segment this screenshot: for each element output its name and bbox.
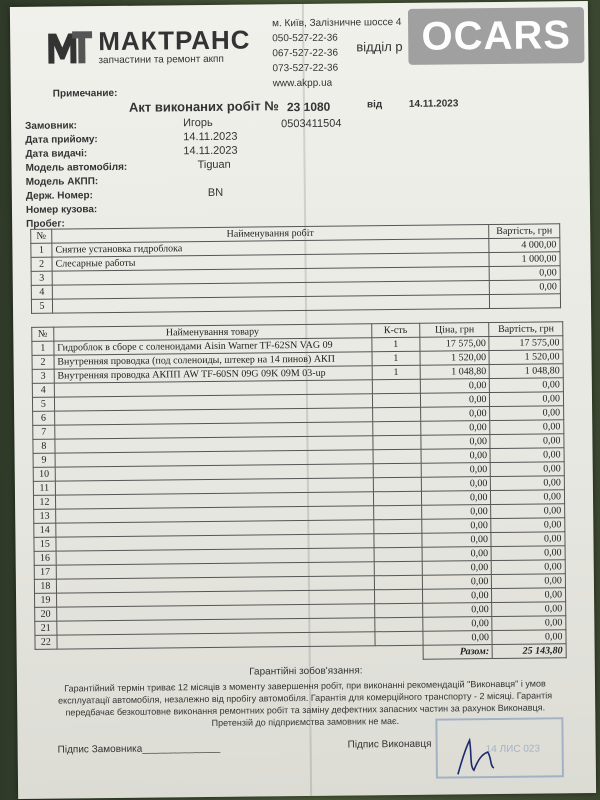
goods-row-name: Гидроблок в сборе с соленоидами Aisin Warner TF-62SN VAG 09 <box>54 338 372 355</box>
plate-number: BN <box>207 186 224 199</box>
document-page <box>10 1 596 799</box>
goods-row-price: 0,00 <box>421 407 490 422</box>
goods-row-total: 0,00 <box>491 476 565 491</box>
company-name: МАКТРАНС <box>98 24 251 57</box>
goods-row-price: 0,00 <box>423 589 492 604</box>
goods-row-qty <box>374 561 423 576</box>
goods-row-qty <box>372 379 421 394</box>
goods-row-num: 8 <box>33 439 55 453</box>
goods-row-qty <box>374 617 423 632</box>
goods-row-total: 17 575,00 <box>489 336 563 351</box>
issue-date-label: Дата видачі: <box>25 148 88 160</box>
goods-row-qty <box>372 421 421 436</box>
received-date-label: Дата прийому: <box>25 134 98 146</box>
works-row-price: 1 000,00 <box>489 252 560 267</box>
goods-row-qty <box>374 547 423 562</box>
warranty-title: Гарантійні зобов'язання: <box>249 665 363 678</box>
goods-row-num: 3 <box>32 369 54 383</box>
goods-row-price: 0,00 <box>423 603 492 618</box>
goods-row-price: 0,00 <box>421 449 490 464</box>
goods-row-total: 0,00 <box>490 392 564 407</box>
works-header-price: Вартість, грн <box>489 224 560 239</box>
goods-row-qty <box>374 631 423 646</box>
goods-table <box>31 321 566 664</box>
goods-row-price: 0,00 <box>423 617 492 632</box>
goods-row-total: 1 048,80 <box>490 364 564 379</box>
goods-row-num: 17 <box>34 565 56 579</box>
goods-row-total: 0,00 <box>490 434 564 449</box>
car-model-label: Модель автомобіля: <box>25 161 128 174</box>
goods-row-num: 13 <box>34 509 56 523</box>
goods-row-qty <box>372 407 421 422</box>
works-row-num: 1 <box>31 243 52 257</box>
goods-row-total: 0,00 <box>491 532 565 547</box>
goods-row-num: 9 <box>33 453 55 467</box>
goods-row-qty <box>373 491 422 506</box>
works-row-name: Слесарные работы <box>52 253 489 272</box>
goods-row-num: 10 <box>33 467 55 481</box>
goods-row-price: 0,00 <box>422 575 491 590</box>
goods-row-num: 21 <box>35 621 57 635</box>
goods-row-total: 1 520,00 <box>489 350 563 365</box>
goods-row-num: 18 <box>34 579 56 593</box>
goods-row-num: 5 <box>32 397 54 411</box>
works-header-name: Найменування робіт <box>52 225 489 244</box>
goods-row-price: 0,00 <box>421 463 490 478</box>
goods-row-price: 0,00 <box>421 421 490 436</box>
stamp-date: 14 ЛИС 023 <box>485 743 541 756</box>
mileage-label: Пробег: <box>26 218 65 230</box>
goods-row-price: 0,00 <box>422 491 491 506</box>
goods-row-qty <box>373 533 422 548</box>
customer-signature-label: Підпис Замовника <box>57 743 143 756</box>
logo-mark-icon <box>46 27 92 65</box>
issue-date: 14.11.2023 <box>183 144 238 158</box>
note-label: Примечание: <box>52 87 118 100</box>
goods-row-num: 19 <box>35 593 57 607</box>
goods-row-num: 1 <box>32 341 54 355</box>
goods-row-qty <box>373 449 422 464</box>
goods-row-num: 14 <box>34 523 56 537</box>
customer-signature: Підпис Замовника______________ <box>57 742 221 756</box>
goods-row-price: 0,00 <box>423 631 492 646</box>
address: м. Київ, Залізничне шоссе 4 <box>272 16 402 30</box>
works-row-price: 4 000,00 <box>489 238 560 253</box>
goods-header-total: Вартість, грн <box>489 322 563 337</box>
goods-row-price: 0,00 <box>421 477 490 492</box>
document-title: Акт виконаних робіт № <box>128 98 279 115</box>
goods-row-num: 4 <box>32 383 54 397</box>
company-subtitle: запчастини та ремонт акпп <box>98 53 224 67</box>
company-logo <box>46 25 251 67</box>
goods-row-qty <box>374 603 423 618</box>
goods-row-price: 0,00 <box>422 547 491 562</box>
works-row-price: 0,00 <box>489 266 560 281</box>
goods-row-num: 22 <box>35 635 57 649</box>
goods-row-qty: 1 <box>371 351 420 366</box>
car-model: Tiguan <box>197 158 231 172</box>
goods-row-num: 20 <box>35 607 57 621</box>
executor-signature-label: Підпис Виконавця <box>347 738 432 751</box>
goods-row-price: 0,00 <box>420 379 489 394</box>
goods-row-total: 0,00 <box>490 378 564 393</box>
goods-row-price: 0,00 <box>422 533 491 548</box>
works-row-price <box>489 294 560 309</box>
works-table <box>30 223 561 314</box>
goods-row-total: 0,00 <box>490 420 564 435</box>
goods-row-qty <box>373 519 422 534</box>
goods-row-total: 0,00 <box>491 448 565 463</box>
goods-header-name: Найменування товару <box>53 324 371 341</box>
goods-row-price: 0,00 <box>422 561 491 576</box>
goods-row-total: 0,00 <box>492 546 566 561</box>
goods-row-qty: 1 <box>371 337 420 352</box>
works-row-price: 0,00 <box>489 280 560 295</box>
goods-row-qty <box>372 435 421 450</box>
works-header-num: № <box>31 229 52 243</box>
warranty-text: Гарантійний термін триває 12 місяців з моменту завершення робіт, при виконанні рекомендацій "Виконавця" і умов експлуатації автомобіля, незалежно від пробігу автомобіля. Гарантія для комерційного транспорту - 2 місяці. Гарантія передбачає безкоштовне виконання ремонтних робіт та заміну дефектних запасних частин за рахунок Виконавця. Претензій до підприємства замовник не має. <box>58 678 553 728</box>
goods-row-price: 0,00 <box>422 519 491 534</box>
phone-1: 050-527-22-36 <box>272 32 338 45</box>
goods-row-qty: 1 <box>372 365 421 380</box>
works-row-num: 5 <box>31 299 52 313</box>
goods-row-total: 0,00 <box>492 616 566 631</box>
goods-row-price: 0,00 <box>421 435 490 450</box>
goods-row-total: 0,00 <box>492 630 566 645</box>
body-number-label: Номер кузова: <box>25 204 98 216</box>
goods-row-num: 6 <box>33 411 55 425</box>
goods-row-price: 1 048,80 <box>420 365 489 380</box>
goods-header-price: Ціна, грн <box>420 323 489 338</box>
works-row-num: 3 <box>31 271 52 285</box>
customer-label: Замовник: <box>25 120 78 132</box>
document-date: 14.11.2023 <box>408 98 459 110</box>
goods-row-total: 0,00 <box>491 462 565 477</box>
handwritten-signature <box>447 730 508 786</box>
goods-row-total: 0,00 <box>492 574 566 589</box>
goods-row-qty <box>373 477 422 492</box>
goods-row-qty <box>374 575 423 590</box>
goods-row-total: 0,00 <box>490 406 564 421</box>
goods-header-qty: К-сть <box>371 323 420 338</box>
goods-row-num: 2 <box>32 355 54 369</box>
goods-row-qty <box>374 589 423 604</box>
goods-row-num: 12 <box>33 495 55 509</box>
works-row-num: 2 <box>31 257 52 271</box>
goods-row-qty <box>373 463 422 478</box>
goods-row-total: 0,00 <box>492 560 566 575</box>
goods-row-price: 0,00 <box>422 505 491 520</box>
goods-row-qty <box>372 393 421 408</box>
gearbox-model-label: Модель АКПП: <box>25 176 99 188</box>
goods-row-total: 0,00 <box>492 588 566 603</box>
goods-row-num: 15 <box>34 537 56 551</box>
goods-row-num: 11 <box>33 481 55 495</box>
ocars-watermark <box>408 7 585 65</box>
received-date: 14.11.2023 <box>183 130 238 144</box>
goods-row-num: 16 <box>34 551 56 565</box>
department-label: відділ р <box>356 38 403 55</box>
customer-name: Игорь <box>183 116 213 130</box>
watermark-text: OCARS <box>421 12 572 59</box>
goods-header-num: № <box>32 327 54 341</box>
executor-signature <box>348 739 432 751</box>
works-row-name: Снятие установка гидроблока <box>52 239 489 258</box>
goods-row-total: 0,00 <box>491 504 565 519</box>
goods-row-price: 1 520,00 <box>420 351 489 366</box>
total-value: 25 143,80 <box>493 644 567 659</box>
goods-row-qty <box>373 505 422 520</box>
goods-row-price: 17 575,00 <box>420 337 489 352</box>
plate-label: Держ. Номер: <box>25 190 93 202</box>
goods-row-num: 7 <box>33 425 55 439</box>
goods-row-price: 0,00 <box>421 393 490 408</box>
phone-3: 073-527-22-36 <box>272 62 339 75</box>
total-label: Разом: <box>423 645 492 660</box>
goods-row-total: 0,00 <box>491 490 565 505</box>
website: www.akpp.ua <box>272 77 333 90</box>
phone-2: 067-527-22-36 <box>272 47 339 60</box>
date-from-label: від <box>366 99 383 111</box>
customer-phone: 0503411504 <box>281 117 342 131</box>
document-number: 23 1080 <box>286 99 331 115</box>
goods-row-name: Внутренняя проводка (под соленоиды, штекер на 14 пинов) АКП <box>54 352 372 369</box>
goods-row-total: 0,00 <box>491 518 565 533</box>
goods-row-total: 0,00 <box>492 602 566 617</box>
works-row-num: 4 <box>31 285 52 299</box>
goods-row-name: Внутренняя проводка АКПП AW TF-60SN 09G 09K 09M 03-up <box>54 366 372 383</box>
